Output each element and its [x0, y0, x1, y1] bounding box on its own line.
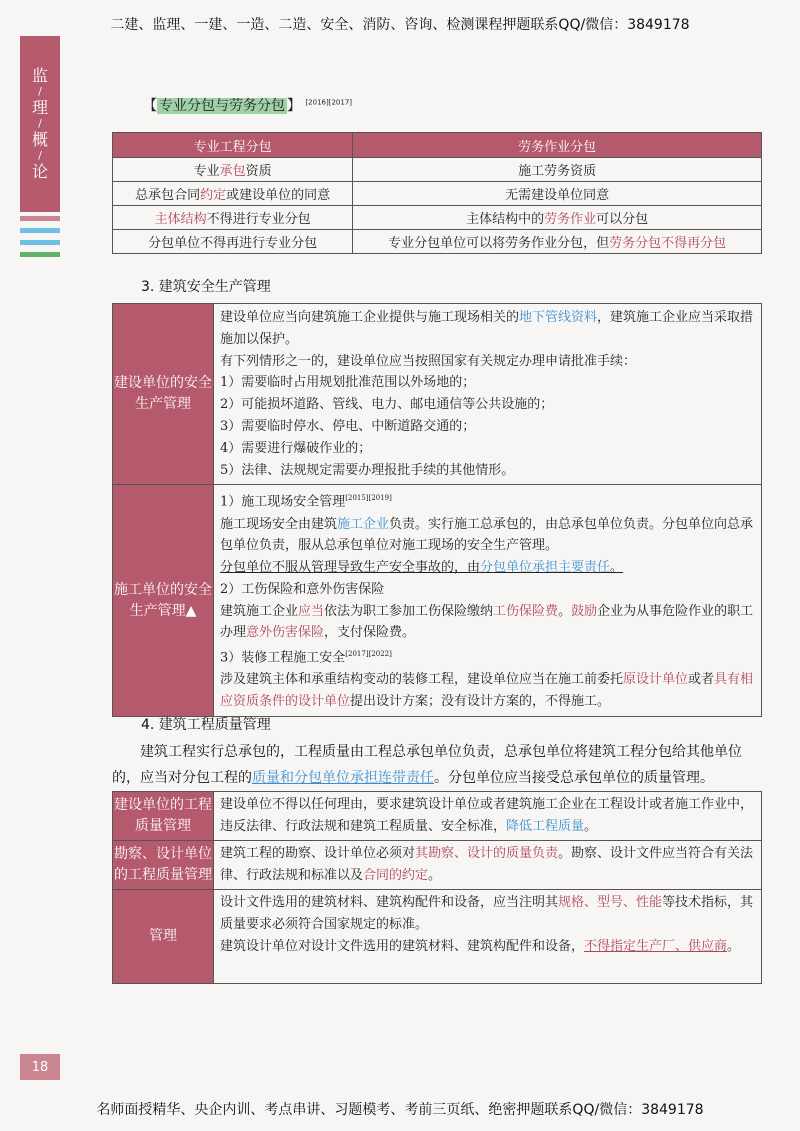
table-header: 专业工程分包: [113, 133, 353, 158]
table-row: [113, 792, 762, 841]
cell-text: 专业分包单位可以将劳务作业分包，但: [388, 236, 610, 251]
row-content: [214, 485, 762, 717]
cell-highlight: 劳务分包不得再分包: [609, 236, 727, 251]
content-text: 建设单位不得以任何理由，要求建筑设计单位或者建筑施工企业在工程设计或者施工作业中，违反法律、行政法规和建筑工程质量、安全标准，: [220, 797, 754, 834]
table-row: [113, 304, 762, 485]
side-tab-divider: /: [38, 149, 42, 162]
cell-text: 总承包合同: [135, 188, 201, 203]
section-heading: 4. 建筑工程质量管理: [141, 717, 271, 733]
row-label: 管理: [113, 890, 214, 984]
content-highlight: 工伤保险费: [493, 603, 559, 619]
content-highlight: 具有相应资质条件的设计单位: [220, 672, 754, 710]
content-text: 等技术指标，其质量要求必须符合国家规定的标准。: [220, 895, 754, 932]
content-text: 或者: [688, 672, 715, 688]
quality-paragraph: [112, 739, 762, 791]
box-title: [143, 95, 352, 115]
table-row: [113, 841, 762, 890]
row-label: 施工单位的安全生产管理▲: [113, 485, 214, 717]
sub-heading: 2）工伤保险和意外伤害保险: [220, 581, 385, 597]
cell-text: 可以分包: [596, 212, 649, 227]
sub-heading: 3）装修工程施工安全: [220, 650, 346, 666]
list-item: 5）法律、法规规定需要办理报批手续的其他情形。: [220, 462, 515, 478]
cell-highlight: 承包: [219, 164, 246, 179]
side-tab-char: 理: [31, 98, 48, 117]
table-row: [113, 230, 762, 254]
content-text: 负责。实行施工总承包的，由总承包单位负责。分包单位向总承包单位负责，服从总承包单位对施工现场的安全生产管理。: [220, 516, 754, 554]
cell-text: 资质: [245, 164, 272, 179]
content-highlight: 鼓励: [571, 603, 598, 619]
list-item: 3）需要临时停水、停电、中断道路交通的；: [220, 418, 476, 434]
cell-text: 施工劳务资质: [353, 158, 762, 182]
content-text: 施工现场安全由建筑: [220, 516, 338, 532]
content-text: 依法为职工参加工伤保险缴纳: [324, 603, 494, 619]
exam-years: [2015][2019]: [345, 494, 392, 503]
content-text: 。: [727, 939, 741, 954]
table-row: [113, 182, 762, 206]
side-tab-char: 监: [31, 66, 48, 85]
title-text: 专业分包与劳务分包: [159, 98, 285, 114]
list-item: 1）需要临时占用规划批准范围以外场地的；: [220, 375, 476, 391]
row-content: [214, 792, 762, 841]
cell-highlight: 约定: [200, 188, 227, 203]
side-color-bar: [20, 228, 60, 233]
content-text: 。: [558, 603, 572, 619]
cell-text: 不得进行专业分包: [206, 212, 311, 227]
table-row: [113, 158, 762, 182]
table-row: [113, 206, 762, 230]
content-text: 建设单位应当向建筑施工企业提供与施工现场相关的: [220, 310, 520, 325]
row-label: 建设单位的工程质量管理: [113, 792, 214, 841]
title-bracket-left: 【: [143, 98, 157, 114]
row-content: [214, 890, 762, 984]
table-header: 劳务作业分包: [353, 133, 762, 158]
content-highlight: 应当: [298, 603, 325, 619]
subcontract-table: [112, 132, 762, 254]
list-item: 2）可能损坏道路、管线、电力、邮电通信等公共设施的；: [220, 397, 554, 413]
cell-text: 无需建设单位同意: [353, 182, 762, 206]
side-tab-char: 概: [31, 130, 48, 149]
cell-text: 分包单位不得再进行专业分包: [113, 230, 353, 254]
cell-highlight: 劳务作业: [544, 212, 597, 227]
content-text: 分包单位不服从管理导致生产安全事故的，由: [220, 560, 481, 576]
content-highlight: 施工企业: [337, 516, 390, 532]
content-highlight: 其勘察、设计的质量负责: [415, 846, 559, 861]
content-text: 建筑工程的勘察、设计单位必须对: [220, 846, 416, 861]
safety-table: [112, 303, 762, 717]
content-text: 有下列情形之一的，建设单位应当按照国家有关规定办理申请批准手续：: [220, 353, 637, 369]
content-text: 建筑设计单位对设计文件选用的建筑材料、建筑构配件和设备，: [220, 939, 585, 954]
content-highlight: 分包单位承担主要责任: [480, 560, 611, 576]
content-highlight: 地下管线资料: [519, 310, 598, 325]
content-text: ，建筑施工企业应当采取措施加以保护。: [220, 310, 754, 347]
content-text: 。: [610, 560, 624, 576]
cell-text: 或建设单位的同意: [226, 188, 331, 203]
side-color-bar: [20, 240, 60, 245]
side-color-bar: [20, 252, 60, 257]
content-highlight: 意外伤害保险: [246, 625, 325, 641]
cell-highlight: 主体结构: [154, 212, 207, 227]
paragraph-text: 建筑工程实行总承包的，工程质量由工程总承包单位负责，总承包单位将建筑工程分包给其他单位的，应当对分包工程的: [112, 744, 742, 786]
content-text: ，支付保险费。: [324, 625, 416, 641]
cell-text: 主体结构中的: [466, 212, 545, 227]
table-row: [113, 890, 762, 984]
side-color-bar: [20, 216, 60, 221]
content-text: 设计文件选用的建筑材料、建筑构配件和设备，应当注明其: [220, 895, 559, 910]
title-bracket-right: 】: [287, 98, 301, 114]
content-highlight: 规格、型号、性能: [558, 895, 663, 910]
quality-table: [112, 791, 762, 984]
exam-years: [2017][2022]: [345, 650, 392, 659]
page-number: 18: [20, 1054, 60, 1080]
row-content: [214, 841, 762, 890]
header-banner: 二建、监理、一建、一造、二造、安全、消防、咨询、检测课程押题联系QQ/微信：3849178: [110, 17, 690, 33]
row-label: 建设单位的安全生产管理: [113, 304, 214, 485]
list-item: 4）需要进行爆破作业的；: [220, 440, 372, 456]
section-heading: 3. 建筑安全生产管理: [141, 279, 271, 295]
side-tab-char: 论: [31, 162, 48, 181]
content-text: 企业为从事危险作业的职工办理: [220, 603, 754, 641]
content-text: 。: [584, 819, 598, 834]
content-highlight: 不得指定生产厂、供应商: [584, 939, 728, 954]
content-text: 。: [428, 868, 442, 883]
row-content: [214, 304, 762, 485]
content-highlight: 降低工程质量: [506, 819, 585, 834]
content-text: 建筑施工企业: [220, 603, 299, 619]
cell-text: 专业: [193, 164, 220, 179]
paragraph-text: 。分包单位应当接受总承包单位的质量管理。: [434, 770, 714, 786]
chapter-side-tab: [20, 36, 60, 212]
side-tab-divider: /: [38, 117, 42, 130]
content-highlight: 合同的约定: [363, 868, 429, 883]
paragraph-highlight: 质量和分包单位承担连带责任: [252, 770, 434, 786]
row-label: 勘察、设计单位的工程质量管理: [113, 841, 214, 890]
exam-years: [2016][2017]: [305, 98, 353, 107]
content-text: 涉及建筑主体和承重结构变动的装修工程，建设单位应当在施工前委托: [220, 672, 624, 688]
footer-banner: 名师面授精华、央企内训、考点串讲、习题模考、考前三页纸、绝密押题联系QQ/微信：3849178: [96, 1102, 704, 1118]
side-tab-divider: /: [38, 85, 42, 98]
content-text: 。勘察、设计文件应当符合有关法律、行政法规和标准以及: [220, 846, 754, 883]
sub-heading: 1）施工现场安全管理: [220, 494, 346, 510]
table-row: [113, 485, 762, 717]
content-text: 提出设计方案；没有设计方案的，不得施工。: [350, 694, 611, 710]
content-highlight: 原设计单位: [623, 672, 689, 688]
